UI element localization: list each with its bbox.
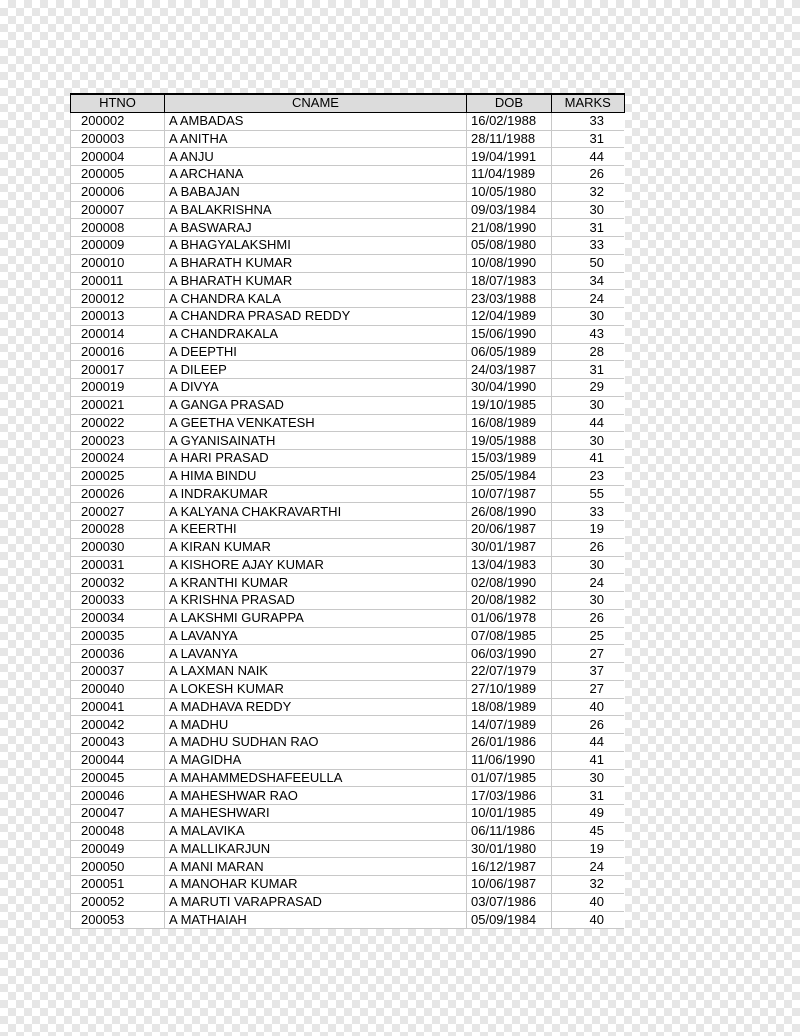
table-row	[71, 432, 625, 450]
table-row	[71, 237, 625, 255]
cell-cname: A DEEPTHI	[165, 343, 467, 361]
cell-marks: 45	[552, 822, 625, 840]
cell-cname: A MALAVIKA	[165, 822, 467, 840]
cell-dob: 10/06/1987	[467, 876, 552, 894]
cell-htno: 200009	[71, 237, 165, 255]
cell-cname: A BHARATH KUMAR	[165, 254, 467, 272]
cell-dob: 07/08/1985	[467, 627, 552, 645]
table-row	[71, 893, 625, 911]
cell-dob: 19/10/1985	[467, 396, 552, 414]
cell-cname: A LAVANYA	[165, 645, 467, 663]
cell-htno: 200027	[71, 503, 165, 521]
header-marks: MARKS	[552, 94, 625, 112]
cell-dob: 19/05/1988	[467, 432, 552, 450]
table-row	[71, 805, 625, 823]
cell-htno: 200021	[71, 396, 165, 414]
cell-cname: A MAHESHWARI	[165, 805, 467, 823]
table-row	[71, 272, 625, 290]
cell-marks: 24	[552, 290, 625, 308]
cell-marks: 40	[552, 893, 625, 911]
table-row	[71, 290, 625, 308]
cell-marks: 30	[552, 432, 625, 450]
cell-dob: 18/07/1983	[467, 272, 552, 290]
cell-cname: A GANGA PRASAD	[165, 396, 467, 414]
table-row	[71, 698, 625, 716]
cell-marks: 32	[552, 183, 625, 201]
cell-dob: 05/09/1984	[467, 911, 552, 929]
cell-htno: 200042	[71, 716, 165, 734]
cell-marks: 49	[552, 805, 625, 823]
table-row	[71, 396, 625, 414]
cell-htno: 200006	[71, 183, 165, 201]
cell-marks: 30	[552, 769, 625, 787]
cell-dob: 10/08/1990	[467, 254, 552, 272]
cell-marks: 33	[552, 237, 625, 255]
cell-cname: A KIRAN KUMAR	[165, 538, 467, 556]
cell-marks: 28	[552, 343, 625, 361]
table-row	[71, 148, 625, 166]
student-marks-table	[70, 93, 625, 929]
cell-cname: A DIVYA	[165, 379, 467, 397]
cell-cname: A KALYANA CHAKRAVARTHI	[165, 503, 467, 521]
cell-dob: 14/07/1989	[467, 716, 552, 734]
cell-cname: A GEETHA VENKATESH	[165, 414, 467, 432]
cell-dob: 20/08/1982	[467, 592, 552, 610]
table-row	[71, 556, 625, 574]
cell-dob: 15/03/1989	[467, 450, 552, 468]
cell-cname: A HIMA BINDU	[165, 467, 467, 485]
table-row	[71, 183, 625, 201]
cell-htno: 200037	[71, 663, 165, 681]
table-row	[71, 787, 625, 805]
cell-cname: A MAHAMMEDSHAFEEULLA	[165, 769, 467, 787]
cell-marks: 26	[552, 538, 625, 556]
cell-cname: A MADHU	[165, 716, 467, 734]
cell-htno: 200034	[71, 609, 165, 627]
cell-cname: A MADHAVA REDDY	[165, 698, 467, 716]
cell-cname: A GYANISAINATH	[165, 432, 467, 450]
cell-cname: A INDRAKUMAR	[165, 485, 467, 503]
table-row	[71, 361, 625, 379]
cell-htno: 200041	[71, 698, 165, 716]
cell-cname: A BHAGYALAKSHMI	[165, 237, 467, 255]
cell-dob: 03/07/1986	[467, 893, 552, 911]
cell-htno: 200047	[71, 805, 165, 823]
cell-htno: 200005	[71, 166, 165, 184]
cell-dob: 20/06/1987	[467, 521, 552, 539]
cell-cname: A LAXMAN NAIK	[165, 663, 467, 681]
cell-dob: 30/01/1980	[467, 840, 552, 858]
cell-marks: 30	[552, 556, 625, 574]
table-row	[71, 308, 625, 326]
cell-marks: 27	[552, 645, 625, 663]
cell-dob: 05/08/1980	[467, 237, 552, 255]
cell-marks: 44	[552, 414, 625, 432]
table-row	[71, 680, 625, 698]
cell-marks: 24	[552, 858, 625, 876]
cell-dob: 06/03/1990	[467, 645, 552, 663]
table-row	[71, 503, 625, 521]
table-row	[71, 485, 625, 503]
cell-htno: 200046	[71, 787, 165, 805]
cell-cname: A LAKSHMI GURAPPA	[165, 609, 467, 627]
table-row	[71, 840, 625, 858]
table-row	[71, 450, 625, 468]
cell-marks: 33	[552, 503, 625, 521]
cell-dob: 30/04/1990	[467, 379, 552, 397]
cell-marks: 41	[552, 751, 625, 769]
header-cname: CNAME	[165, 94, 467, 112]
cell-htno: 200048	[71, 822, 165, 840]
table-row	[71, 467, 625, 485]
cell-htno: 200033	[71, 592, 165, 610]
cell-cname: A CHANDRA KALA	[165, 290, 467, 308]
cell-marks: 30	[552, 201, 625, 219]
cell-dob: 28/11/1988	[467, 130, 552, 148]
cell-htno: 200002	[71, 112, 165, 130]
cell-dob: 06/11/1986	[467, 822, 552, 840]
cell-dob: 26/01/1986	[467, 734, 552, 752]
table-row	[71, 911, 625, 929]
cell-htno: 200016	[71, 343, 165, 361]
cell-cname: A ARCHANA	[165, 166, 467, 184]
cell-htno: 200040	[71, 680, 165, 698]
table-row	[71, 769, 625, 787]
table-row	[71, 414, 625, 432]
table-row	[71, 379, 625, 397]
cell-htno: 200043	[71, 734, 165, 752]
cell-dob: 10/05/1980	[467, 183, 552, 201]
cell-dob: 09/03/1984	[467, 201, 552, 219]
table-row	[71, 254, 625, 272]
cell-marks: 34	[552, 272, 625, 290]
cell-dob: 19/04/1991	[467, 148, 552, 166]
cell-marks: 44	[552, 734, 625, 752]
cell-dob: 01/07/1985	[467, 769, 552, 787]
cell-dob: 11/04/1989	[467, 166, 552, 184]
cell-htno: 200012	[71, 290, 165, 308]
table-row	[71, 538, 625, 556]
table-row	[71, 112, 625, 130]
cell-cname: A MANI MARAN	[165, 858, 467, 876]
cell-cname: A KRANTHI KUMAR	[165, 574, 467, 592]
cell-htno: 200035	[71, 627, 165, 645]
cell-cname: A KISHORE AJAY KUMAR	[165, 556, 467, 574]
cell-marks: 27	[552, 680, 625, 698]
cell-htno: 200053	[71, 911, 165, 929]
table-row	[71, 574, 625, 592]
cell-htno: 200019	[71, 379, 165, 397]
cell-cname: A HARI PRASAD	[165, 450, 467, 468]
cell-dob: 30/01/1987	[467, 538, 552, 556]
table-row	[71, 627, 625, 645]
cell-dob: 26/08/1990	[467, 503, 552, 521]
table-row	[71, 609, 625, 627]
table-row	[71, 734, 625, 752]
cell-cname: A MAHESHWAR RAO	[165, 787, 467, 805]
cell-marks: 31	[552, 130, 625, 148]
cell-marks: 32	[552, 876, 625, 894]
cell-htno: 200011	[71, 272, 165, 290]
cell-htno: 200044	[71, 751, 165, 769]
cell-cname: A LOKESH KUMAR	[165, 680, 467, 698]
header-dob: DOB	[467, 94, 552, 112]
table-row	[71, 219, 625, 237]
cell-dob: 10/07/1987	[467, 485, 552, 503]
cell-marks: 24	[552, 574, 625, 592]
cell-htno: 200050	[71, 858, 165, 876]
cell-htno: 200036	[71, 645, 165, 663]
cell-dob: 27/10/1989	[467, 680, 552, 698]
cell-cname: A MAGIDHA	[165, 751, 467, 769]
cell-htno: 200017	[71, 361, 165, 379]
cell-htno: 200051	[71, 876, 165, 894]
cell-marks: 33	[552, 112, 625, 130]
cell-marks: 26	[552, 609, 625, 627]
cell-dob: 01/06/1978	[467, 609, 552, 627]
cell-cname: A CHANDRAKALA	[165, 325, 467, 343]
cell-htno: 200052	[71, 893, 165, 911]
cell-marks: 55	[552, 485, 625, 503]
cell-marks: 23	[552, 467, 625, 485]
table-row	[71, 325, 625, 343]
cell-cname: A AMBADAS	[165, 112, 467, 130]
cell-htno: 200010	[71, 254, 165, 272]
cell-htno: 200032	[71, 574, 165, 592]
cell-marks: 43	[552, 325, 625, 343]
cell-htno: 200008	[71, 219, 165, 237]
cell-dob: 18/08/1989	[467, 698, 552, 716]
table-row	[71, 876, 625, 894]
table-row	[71, 663, 625, 681]
cell-cname: A MADHU SUDHAN RAO	[165, 734, 467, 752]
cell-cname: A LAVANYA	[165, 627, 467, 645]
cell-marks: 40	[552, 911, 625, 929]
cell-marks: 31	[552, 361, 625, 379]
cell-cname: A MARUTI VARAPRASAD	[165, 893, 467, 911]
cell-dob: 11/06/1990	[467, 751, 552, 769]
cell-htno: 200007	[71, 201, 165, 219]
cell-marks: 50	[552, 254, 625, 272]
cell-htno: 200049	[71, 840, 165, 858]
cell-marks: 44	[552, 148, 625, 166]
cell-htno: 200031	[71, 556, 165, 574]
table-row	[71, 166, 625, 184]
table-row	[71, 645, 625, 663]
table-row	[71, 592, 625, 610]
cell-cname: A CHANDRA PRASAD REDDY	[165, 308, 467, 326]
cell-htno: 200030	[71, 538, 165, 556]
table-row	[71, 521, 625, 539]
cell-cname: A BABAJAN	[165, 183, 467, 201]
cell-marks: 19	[552, 521, 625, 539]
cell-htno: 200013	[71, 308, 165, 326]
cell-marks: 29	[552, 379, 625, 397]
cell-cname: A ANITHA	[165, 130, 467, 148]
header-htno: HTNO	[71, 94, 165, 112]
table-row	[71, 858, 625, 876]
table-row	[71, 343, 625, 361]
cell-dob: 12/04/1989	[467, 308, 552, 326]
cell-marks: 37	[552, 663, 625, 681]
cell-htno: 200004	[71, 148, 165, 166]
header-row	[71, 94, 625, 112]
cell-dob: 23/03/1988	[467, 290, 552, 308]
cell-htno: 200014	[71, 325, 165, 343]
table-body	[71, 112, 625, 929]
cell-cname: A KEERTHI	[165, 521, 467, 539]
cell-htno: 200003	[71, 130, 165, 148]
cell-marks: 40	[552, 698, 625, 716]
cell-marks: 31	[552, 219, 625, 237]
cell-cname: A KRISHNA PRASAD	[165, 592, 467, 610]
cell-dob: 22/07/1979	[467, 663, 552, 681]
cell-htno: 200025	[71, 467, 165, 485]
cell-htno: 200028	[71, 521, 165, 539]
cell-dob: 15/06/1990	[467, 325, 552, 343]
cell-dob: 06/05/1989	[467, 343, 552, 361]
cell-htno: 200022	[71, 414, 165, 432]
cell-dob: 02/08/1990	[467, 574, 552, 592]
cell-htno: 200026	[71, 485, 165, 503]
cell-htno: 200024	[71, 450, 165, 468]
table-row	[71, 130, 625, 148]
cell-dob: 21/08/1990	[467, 219, 552, 237]
cell-marks: 30	[552, 308, 625, 326]
cell-htno: 200023	[71, 432, 165, 450]
cell-cname: A DILEEP	[165, 361, 467, 379]
cell-cname: A BHARATH KUMAR	[165, 272, 467, 290]
cell-dob: 13/04/1983	[467, 556, 552, 574]
cell-cname: A MATHAIAH	[165, 911, 467, 929]
cell-marks: 26	[552, 716, 625, 734]
cell-marks: 26	[552, 166, 625, 184]
table-row	[71, 716, 625, 734]
table-row	[71, 751, 625, 769]
cell-dob: 24/03/1987	[467, 361, 552, 379]
cell-marks: 19	[552, 840, 625, 858]
cell-dob: 25/05/1984	[467, 467, 552, 485]
cell-cname: A BALAKRISHNA	[165, 201, 467, 219]
cell-cname: A MALLIKARJUN	[165, 840, 467, 858]
cell-marks: 30	[552, 396, 625, 414]
cell-marks: 41	[552, 450, 625, 468]
cell-cname: A ANJU	[165, 148, 467, 166]
cell-dob: 10/01/1985	[467, 805, 552, 823]
cell-marks: 25	[552, 627, 625, 645]
cell-dob: 17/03/1986	[467, 787, 552, 805]
table-row	[71, 822, 625, 840]
cell-marks: 30	[552, 592, 625, 610]
cell-marks: 31	[552, 787, 625, 805]
table-row	[71, 201, 625, 219]
cell-dob: 16/08/1989	[467, 414, 552, 432]
cell-dob: 16/02/1988	[467, 112, 552, 130]
cell-htno: 200045	[71, 769, 165, 787]
cell-cname: A MANOHAR KUMAR	[165, 876, 467, 894]
cell-cname: A BASWARAJ	[165, 219, 467, 237]
cell-dob: 16/12/1987	[467, 858, 552, 876]
